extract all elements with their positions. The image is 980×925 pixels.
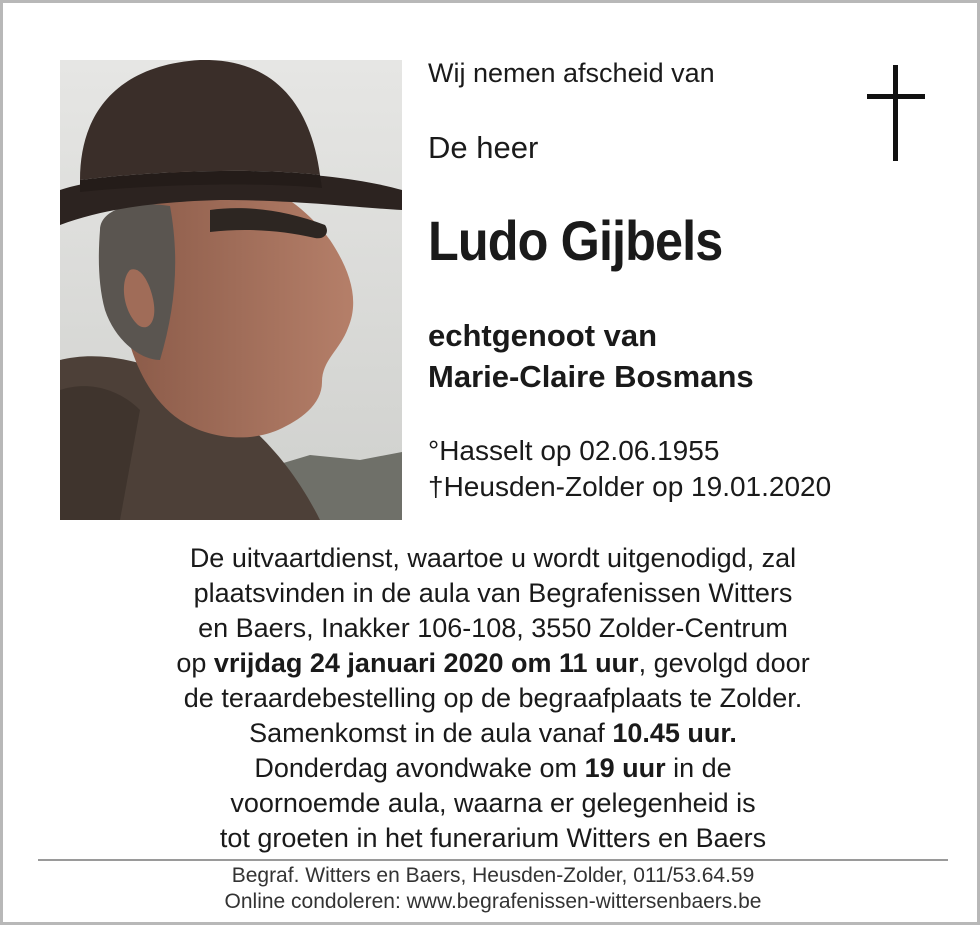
service-announcement: [43, 541, 943, 856]
footer: [38, 863, 948, 915]
service-date-time: vrijdag 24 januari 2020 om 11 uur: [213, 648, 639, 678]
service-line-8: voornoemde aula, waarna er gelegenheid is: [230, 788, 756, 818]
service-line-4-pre: op: [176, 648, 214, 678]
service-line-6: [43, 716, 943, 751]
service-line-1: De uitvaartdienst, waartoe u wordt uitgenodigd, zal: [189, 543, 797, 573]
funeral-home-contact: Begraf. Witters en Baers, Heusden-Zolder, 011/53.64.59: [231, 864, 755, 887]
spouse-block: [428, 315, 754, 397]
wake-text-post: in de: [665, 753, 732, 783]
life-dates: [428, 433, 831, 505]
service-line-3: en Baers, Inakker 106-108, 3550 Zolder-Centrum: [198, 613, 788, 643]
wake-time: 19 uur: [584, 753, 666, 783]
service-line-7: [43, 751, 943, 786]
gathering-text: Samenkomst in de aula vanaf: [249, 718, 613, 748]
portrait-photo: [60, 60, 402, 520]
spouse-label: echtgenoot van: [428, 318, 658, 353]
death-date: †Heusden-Zolder op 19.01.2020: [428, 471, 832, 502]
service-line-9: tot groeten in het funerarium Witters en Baers: [219, 823, 767, 853]
deceased-name: Ludo Gijbels: [428, 209, 723, 272]
service-line-2: plaatsvinden in de aula van Begrafenissen Witters: [193, 578, 793, 608]
intro-text: Wij nemen afscheid van: [428, 58, 715, 88]
portrait-illustration: [60, 60, 402, 520]
honorific-title: De heer: [428, 130, 539, 165]
online-condolence: Online condoleren: www.begrafenissen-wittersenbaers.be: [224, 890, 762, 913]
spouse-name: Marie-Claire Bosmans: [428, 359, 754, 394]
wake-text: Donderdag avondwake om: [254, 753, 585, 783]
service-line-5: de teraardebestelling op de begraafplaats te Zolder.: [183, 683, 803, 713]
service-line-4: [43, 646, 943, 681]
latin-cross-icon: [867, 65, 925, 161]
service-line-4-post: , gevolgd door: [638, 648, 810, 678]
gathering-time: 10.45 uur.: [612, 718, 737, 748]
birth-date: °Hasselt op 02.06.1955: [428, 435, 720, 466]
footer-divider: [38, 859, 948, 861]
